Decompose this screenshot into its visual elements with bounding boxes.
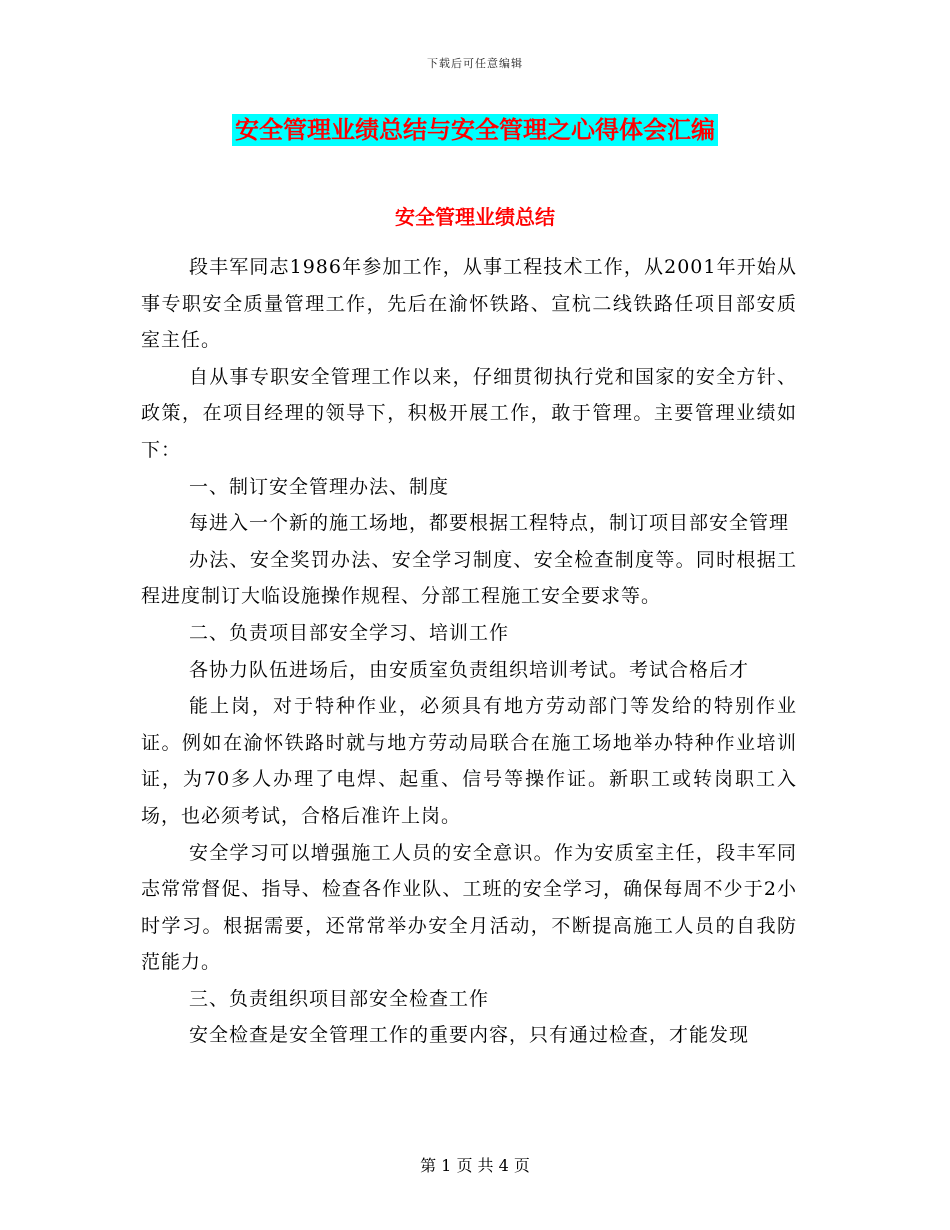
paragraph: 自从事专职安全管理工作以来，仔细贯彻执行党和国家的安全方针、政策，在项目经理的领导下，积极开展工作，敢于管理。主要管理业绩如下：	[141, 365, 797, 461]
paragraph: 安全检查是安全管理工作的重要内容，只有通过检查，才能发现	[189, 1024, 750, 1047]
paragraph: 各协力队伍进场后，由安质室负责组织培训考试。考试合格后才	[189, 658, 750, 681]
document-title	[0, 112, 950, 148]
paragraph: 办法、安全奖罚办法、安全学习制度、安全检查制度等。同时根据工程进度制订大临设施操作规程、分部工程施工安全要求等。	[141, 548, 797, 608]
paragraph: 能上岗，对于特种作业，必须具有地方劳动部门等发给的特别作业证。例如在渝怀铁路时就与地方劳动局联合在施工场地举办特种作业培训证，为70多人办理了电焊、起重、信号等操作证。新职工或转岗职工入场，也必须考试，合格后准许上岗。	[141, 695, 797, 827]
page-number: 第 1 页 共 4 页	[420, 1156, 530, 1175]
paragraph: 段丰军同志1986年参加工作，从事工程技术工作，从2001年开始从事专职安全质量管理工作，先后在渝怀铁路、宣杭二线铁路任项目部安质室主任。	[141, 256, 797, 352]
section-heading: 一、制订安全管理办法、制度	[189, 475, 450, 498]
paragraph: 每进入一个新的施工场地，都要根据工程特点，制订项目部安全管理	[189, 512, 790, 535]
section-heading: 二、负责项目部安全学习、培训工作	[189, 621, 510, 644]
section-heading: 三、负责组织项目部安全检查工作	[189, 987, 490, 1010]
document-title-text: 安全管理业绩总结与安全管理之心得体会汇编	[232, 114, 718, 146]
document-body	[141, 249, 797, 1054]
paragraph: 安全学习可以增强施工人员的安全意识。作为安质室主任，段丰军同志常常督促、指导、检查各作业队、工班的安全学习，确保每周不少于2小时学习。根据需要，还常常举办安全月活动，不断提高施工人员的自我防范能力。	[141, 841, 797, 974]
section-title: 安全管理业绩总结	[395, 205, 555, 229]
page-header-note: 下载后可任意编辑	[427, 57, 523, 70]
